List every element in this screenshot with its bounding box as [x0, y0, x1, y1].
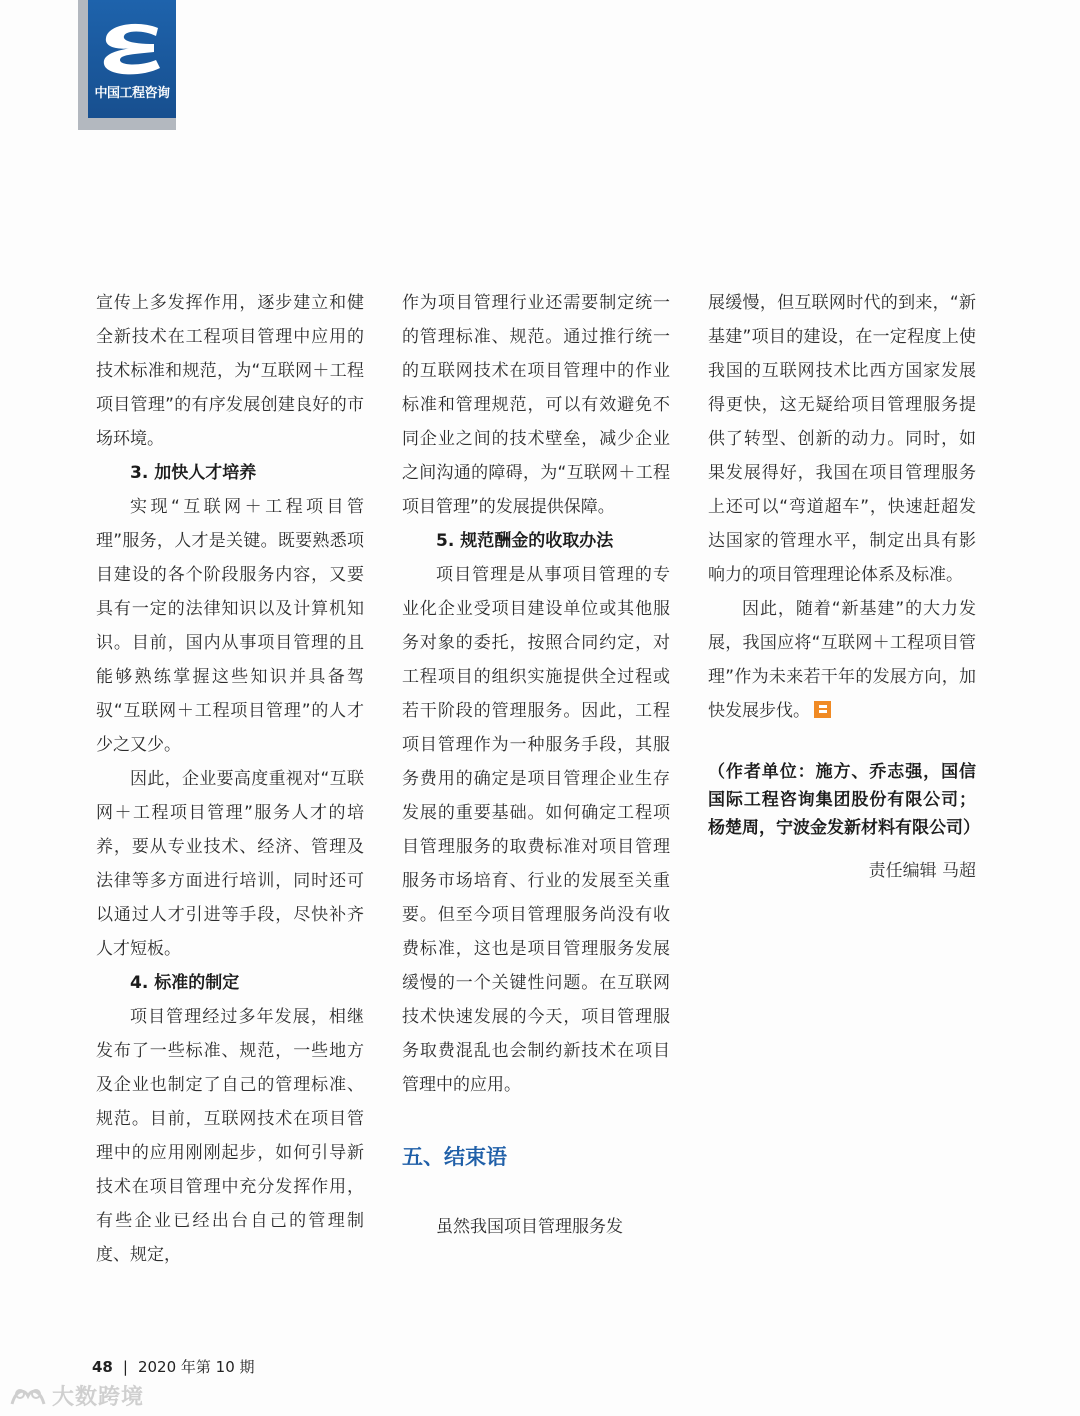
magazine-logo-text: 中国工程咨询	[94, 86, 170, 101]
paragraph: 项目管理经过多年发展，相继发布了一些标准、规范，一些地方及企业也制定了自己的管理标准、规范。目前，互联网技术在项目管理中的应用刚刚起步，如何引导新技术在项目管理中充分发挥作用，有些企业已经出台自己的管理制度、规定，	[96, 1007, 364, 1265]
issue-label: 2020 年第 10 期	[137, 1358, 255, 1376]
end-mark-icon	[814, 701, 831, 718]
paragraph: 虽然我国项目管理服务发	[436, 1217, 623, 1237]
paragraph-final	[708, 592, 976, 728]
text-column-3	[708, 286, 980, 881]
paragraph: 作为项目管理行业还需要制定统一的管理标准、规范。通过推行统一的互联网技术在项目管理中的作业标准和管理规范，可以有效避免不同企业之间的技术壁垒，减少企业之间沟通的障碍，为“互联网＋工程项目管理”的发展提供保障。	[402, 293, 670, 517]
magazine-logo-icon	[98, 20, 166, 78]
paragraph: 实现“互联网＋工程项目管理”服务，人才是关键。既要熟悉项目建设的各个阶段服务内容，又要具有一定的法律知识以及计算机知识。目前，国内从事项目管理的且能够熟练掌握这些知识并具备驾驭“互联网＋工程项目管理”的人才少之又少。	[96, 497, 364, 755]
paragraph: 宣传上多发挥作用，逐步建立和健全新技术在工程项目管理中应用的技术标准和规范，为“互联网＋工程项目管理”的有序发展创建良好的市场环境。	[96, 293, 364, 449]
watermark-logo-icon	[8, 1384, 48, 1408]
page-number: 48	[92, 1358, 113, 1376]
footer-separator: |	[122, 1358, 128, 1376]
section-heading: 五、结束语	[402, 1145, 507, 1169]
subheading: 3. 加快人才培养	[130, 463, 257, 483]
watermark	[8, 1380, 144, 1411]
watermark-text: 大数跨境	[52, 1385, 145, 1410]
author-affiliation: （作者单位：施方、乔志强，国信国际工程咨询集团股份有限公司；杨楚周，宁波金发新材料有限公司）	[708, 762, 980, 838]
paragraph-text: 因此，随着“新基建”的大力发展，我国应将“互联网＋工程项目管理”作为未来若干年的发展方向，加快发展步伐。	[708, 599, 976, 721]
responsible-editor: 责任编辑 马超	[868, 861, 976, 881]
magazine-logo-tab	[88, 0, 176, 118]
subheading: 4. 标准的制定	[130, 973, 240, 993]
paragraph: 项目管理是从事项目管理的专业化企业受项目建设单位或其他服务对象的委托，按照合同约定，对工程项目的组织实施提供全过程或若干阶段的管理服务。因此，工程项目管理作为一种服务手段，其服务费用的确定是项目管理企业生存发展的重要基础。如何确定工程项目管理服务的取费标准对项目管理服务市场培育、行业的发展至关重要。但至今项目管理服务尚没有收费标准，这也是项目管理服务发展缓慢的一个关键性问题。在互联网技术快速发展的今天，项目管理服务取费混乱也会制约新技术在项目管理中的应用。	[402, 565, 670, 1095]
page-footer	[92, 1356, 255, 1377]
subheading: 5. 规范酬金的收取办法	[436, 531, 614, 551]
text-column-1	[96, 286, 364, 1272]
paragraph: 因此，企业要高度重视对“互联网＋工程项目管理”服务人才的培养，要从专业技术、经济、管理及法律等多方面进行培训，同时还可以通过人才引进等手段，尽快补齐人才短板。	[96, 769, 364, 959]
text-column-2	[402, 286, 670, 1244]
paragraph: 展缓慢，但互联网时代的到来，“新基建”项目的建设，在一定程度上使我国的互联网技术比西方国家发展得更快，这无疑给项目管理服务提供了转型、创新的动力。同时，如果发展得好，我国在项目管理服务上还可以“弯道超车”，快速赶超发达国家的管理水平，制定出具有影响力的项目管理理论体系及标准。	[708, 293, 976, 585]
